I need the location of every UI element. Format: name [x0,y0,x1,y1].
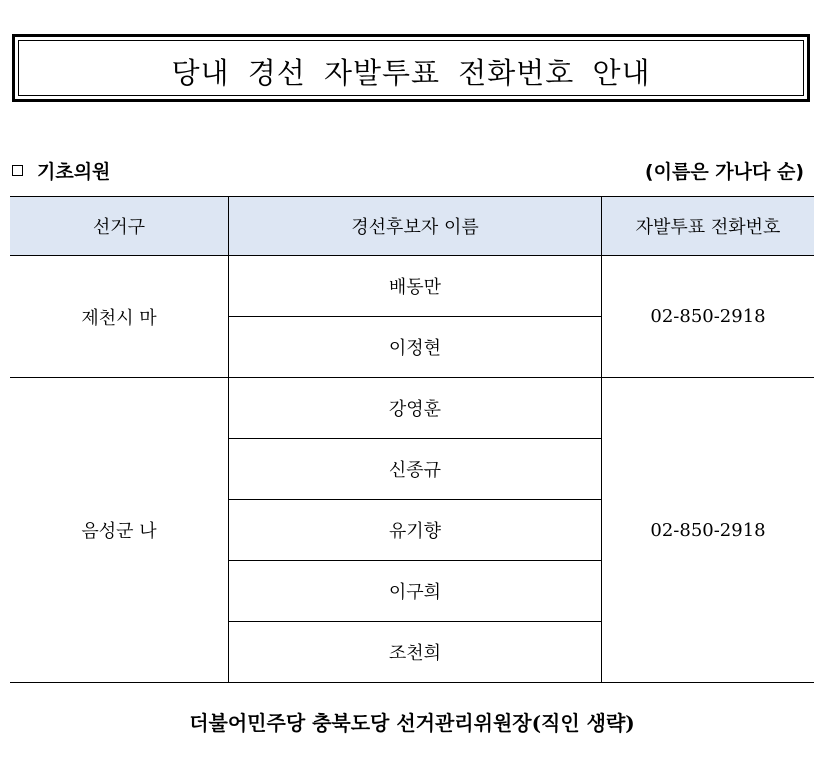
candidate-cell: 유기향 [229,500,602,561]
district-cell: 음성군 나 [10,378,229,683]
district-cell: 제천시 마 [10,256,229,378]
title-box [12,34,810,102]
table-row [10,378,814,439]
candidate-table [10,196,814,683]
candidate-cell: 이정현 [229,317,602,378]
table-header-row [10,197,814,256]
square-bullet-icon [12,165,23,176]
footer-signature: 더불어민주당 충북도당 선거관리위원장(직인 생략) [189,711,635,735]
header-district: 선거구 [10,197,229,256]
section-heading-wrap [12,157,110,184]
phone-cell: 02-850-2918 [602,256,815,378]
header-phone: 자발투표 전화번호 [602,197,815,256]
phone-cell: 02-850-2918 [602,378,815,683]
candidate-cell: 신종규 [229,439,602,500]
header-candidate-name: 경선후보자 이름 [229,197,602,256]
candidate-cell: 강영훈 [229,378,602,439]
order-note: (이름은 가나다 순) [644,161,804,183]
table-row [10,256,814,317]
section-heading: 기초의원 [37,161,111,183]
candidate-cell: 이구희 [229,561,602,622]
candidate-cell: 조천희 [229,622,602,683]
candidate-cell: 배동만 [229,256,602,317]
section-header [12,157,804,185]
page-title: 당내 경선 자발투표 전화번호 안내 [171,56,651,90]
